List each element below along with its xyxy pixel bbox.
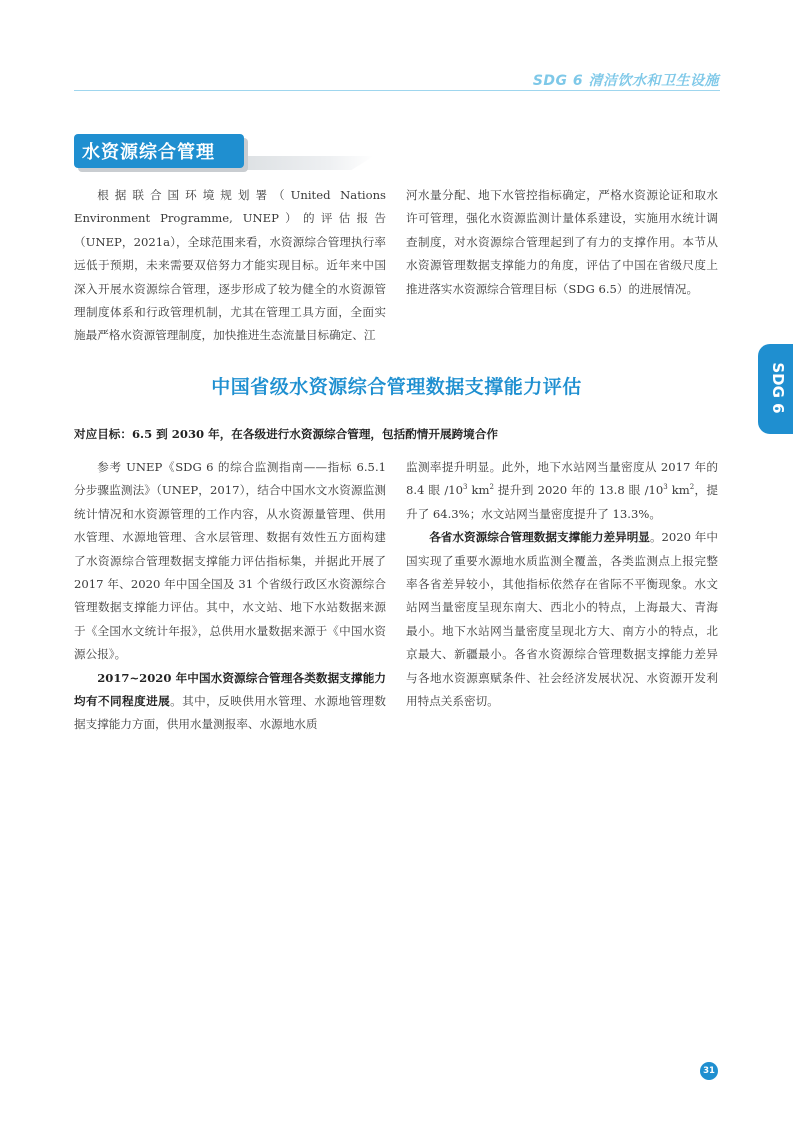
finding-text-2: 。2020 年中国实现了重要水源地水质监测全覆盖，各类监测点上报完整率各省差异较小，其他指标依然存在省际不平衡现象。水文站网当量密度呈现东南大、西北小的特点，上海最大、青海最小。地下水站网当量密度呈现北方大、南方小的特点，北京最大、新疆最小。各省水资源综合管理数据支撑能力差异与各地水资源禀赋条件、社会经济发展状况、水资源开发利用特点关系密切。 <box>406 530 718 709</box>
running-header: SDG 6 清洁饮水和卫生设施 <box>532 73 719 89</box>
text-run: 提升到 2020 年的 13.8 眼 /10 <box>493 483 664 498</box>
finding-lead-2: 各省水资源综合管理数据支撑能力差异明显 <box>429 530 650 545</box>
body-paragraph-2 <box>74 667 386 737</box>
text-run: ，提升了 64.3%；水文站网当量密度提升了 13.3%。 <box>406 483 718 521</box>
intro-paragraph-left: 根据联合国环境规划署（United Nations Environment Programme, UNEP）的评估报告（UNEP，2021a），全球范围来看，水资源综合管理执行率远低于预期，未来需要双倍努力才能实现目标。近年来中国深入开展水资源综合管理，逐步形成了较为健全的水资源管理制度体系和行政管理机制，尤其在管理工具方面，全面实施最严格水资源管理制度，加快推进生态流量目标确定、江 <box>74 188 386 343</box>
superscript: 3 <box>462 483 468 492</box>
side-tab <box>758 344 793 434</box>
superscript: 2 <box>689 483 695 492</box>
section-title: 水资源综合管理 <box>82 142 215 163</box>
header-rule <box>74 90 720 91</box>
subsection-title: 中国省级水资源综合管理数据支撑能力评估 <box>211 376 582 398</box>
text-run: km <box>467 483 490 498</box>
body-paragraph-1: 参考 UNEP《SDG 6 的综合监测指南——指标 6.5.1 分步骤监测法》（UNEP，2017），结合中国水文水资源监测统计情况和水资源管理的工作内容，从水资源量管理、供用水管理、水源地管理、含水层管理、数据有效性五方面构建了水资源综合管理数据支撑能力评估指标集，并据此开展了 2017 年、2020 年中国全国及 31 个省级行政区水资源综合管理数据支撑能力评估。其中，水文站、地下水站数据来源于《全国水文统计年报》，总供用水量数据来源于《中国水资源公报》。 <box>74 460 386 662</box>
body-right-column <box>406 456 718 713</box>
intro-left-column <box>74 184 386 348</box>
superscript: 3 <box>663 483 668 492</box>
body-paragraph-3 <box>406 456 718 526</box>
intro-right-column <box>406 184 718 301</box>
banner-decoration <box>224 156 374 170</box>
superscript: 2 <box>489 483 494 492</box>
intro-paragraph-right: 河水量分配、地下水管控指标确定，严格水资源论证和取水许可管理，强化水资源监测计量体系建设，实施用水统计调查制度，对水资源综合管理起到了有力的支撑作用。本节从水资源管理数据支撑能力的角度，评估了中国在省级尺度上推进落实水资源综合管理目标（SDG 6.5）的进展情况。 <box>406 188 718 296</box>
finding-text-1: 。其中，反映供用水管理、水源地管理数据支撑能力方面，供用水量测报率、水源地水质 <box>74 694 386 732</box>
target-statement: 对应目标：6.5 到 2030 年，在各级进行水资源综合管理，包括酌情开展跨境合作 <box>74 427 498 441</box>
text-run: 监测率提升明显。此外，地下水站网当量密度从 2017 年的 8.4 眼 /10 <box>406 460 718 498</box>
page-number: 31 <box>700 1062 718 1080</box>
side-tab-label: SDG 6 <box>769 362 787 414</box>
banner-box <box>74 134 244 168</box>
body-left-column <box>74 456 386 737</box>
text-run: km <box>667 483 690 498</box>
body-paragraph-4 <box>406 526 718 713</box>
section-banner <box>74 134 354 170</box>
finding-lead-1: 2017~2020 年中国水资源综合管理各类数据支撑能力均有不同程度进展 <box>74 670 386 709</box>
